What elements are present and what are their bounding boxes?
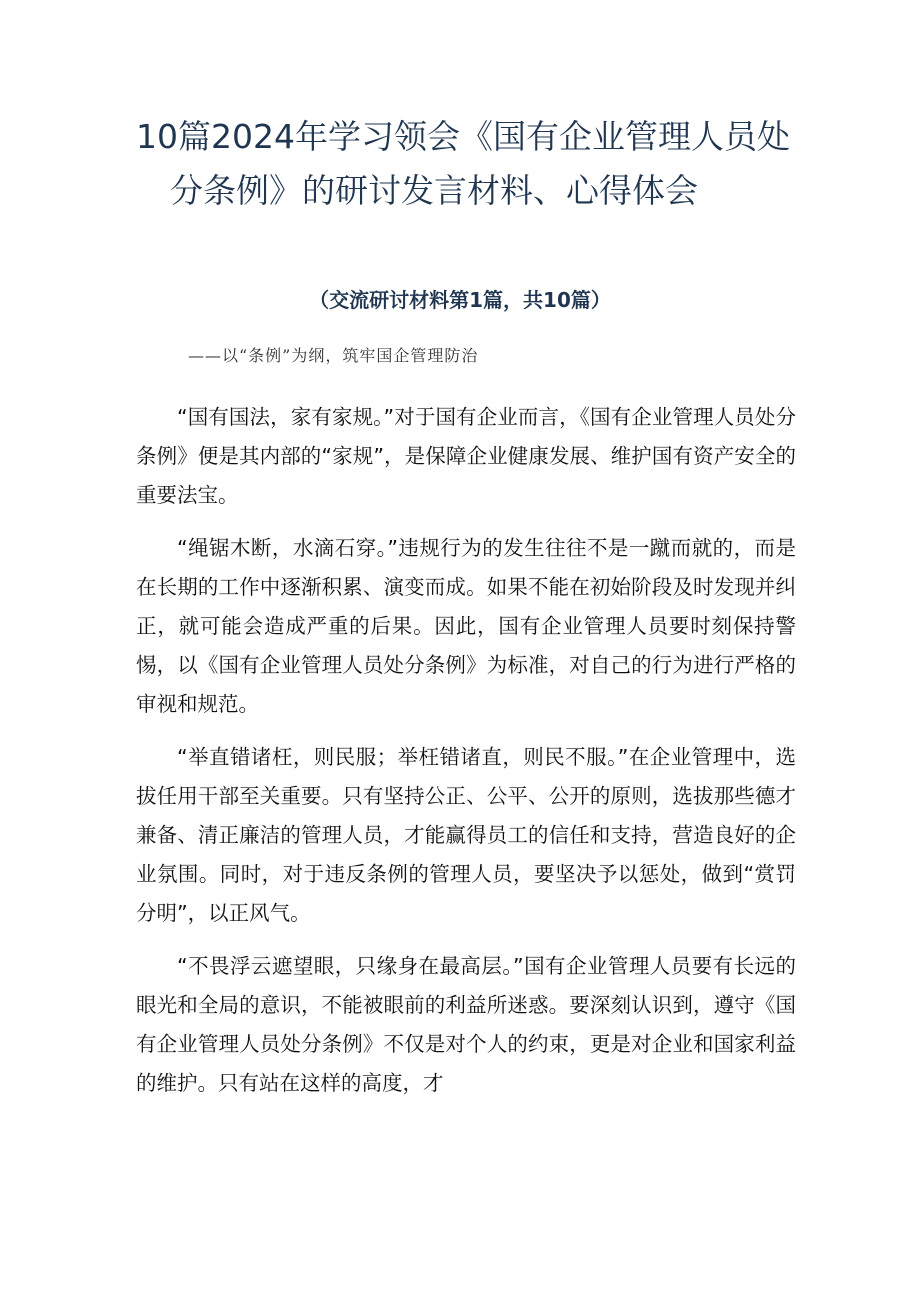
paragraph-3: “举直错诸枉，则民服；举枉错诸直，则民不服。”在企业管理中，选拔任用干部至关重要。只有坚持公正、公平、公开的原则，选拔那些德才兼备、清正廉洁的管理人员，才能赢得员工的信任和支持，营造良好的企业氛围。同时，对于违反条例的管理人员，要坚决予以惩处，做到“赏罚分明”，以正风气。 bbox=[136, 745, 796, 925]
paragraph-1: “国有国法，家有家规。”对于国有企业而言，《国有企业管理人员处分条例》便是其内部的“家规”，是保障企业健康发展、维护国有资产安全的重要法宝。 bbox=[136, 405, 796, 507]
document-epigraph: ——以“条例”为纲，筑牢国企管理防治 bbox=[188, 346, 479, 365]
title-line-2: 分条例》的研讨发言材料、心得体会 bbox=[170, 171, 698, 210]
document-body bbox=[136, 398, 796, 1117]
title-line-1: 10篇2024年学习领会《国有企业管理人员处 bbox=[136, 117, 790, 156]
paragraph-4: “不畏浮云遮望眼，只缘身在最高层。”国有企业管理人员要有长远的眼光和全局的意识，不能被眼前的利益所迷惑。要深刻认识到，遵守《国有企业管理人员处分条例》不仅是对个人的约束，更是对企业和国家利益的维护。只有站在这样的高度，才 bbox=[136, 954, 796, 1095]
paragraph-2: “绳锯木断，水滴石穿。”违规行为的发生往往不是一蹴而就的，而是在长期的工作中逐渐积累、演变而成。如果不能在初始阶段及时发现并纠正，就可能会造成严重的后果。因此，国有企业管理人员要时刻保持警惕，以《国有企业管理人员处分条例》为标准，对自己的行为进行严格的审视和规范。 bbox=[136, 536, 796, 716]
document-subtitle: （交流研讨材料第1篇，共10篇） bbox=[309, 288, 611, 312]
document-title bbox=[136, 110, 816, 218]
